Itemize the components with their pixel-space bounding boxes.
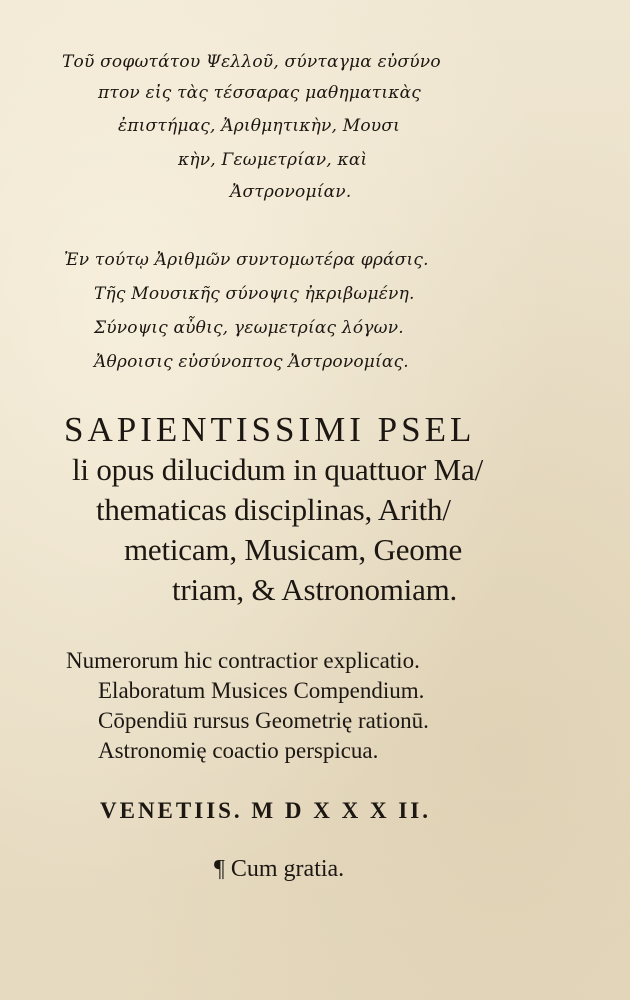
imprint: VENETIIS. M D X X X II. [100,798,431,823]
book-title: SAPIENTISSIMI PSEL [64,410,476,449]
description-line-2: thematicas disciplinas, Arith/ [96,492,451,527]
description-line-4: triam, & Astronomiam. [172,572,458,607]
greek-contents-line-4: Ἀθροισις εὐσύνοπτος Ἀστρονομίας. [94,352,409,372]
latin-contents-line-2: Elaboratum Musices Compendium. [98,678,425,703]
greek-header-line-1: Τοῦ σοφωτάτου Ψελλοῦ, σύνταγμα εὐσύνο [62,52,441,72]
description-line-3: meticam, Musicam, Geome [124,532,463,567]
greek-header-line-2: πτον εἰς τὰς τέσσαρας μαθηματικὰς [98,83,421,103]
greek-contents-line-3: Σύνοψις αὖθις, γεωμετρίας λόγων. [94,318,404,338]
greek-header-line-4: κὴν, Γεωμετρίαν, καὶ [178,150,368,170]
greek-header-line-3: ἐπιστήμας, Ἀριθμητικὴν, Μουσι [118,116,401,136]
greek-contents-line-1: Ἐν τούτῳ Ἀριθμῶν συντομωτέρα φράσις. [64,250,429,270]
greek-header-line-5: Ἀστρονομίαν. [230,182,352,202]
description-line-1: li opus dilucidum in quattuor Ma/ [72,452,484,487]
greek-contents-line-2: Τῆς Μουσικῆς σύνοψις ἠκριβωμένη. [94,284,415,304]
latin-contents-line-1: Numerorum hic contractior explicatio. [66,648,420,673]
latin-contents-line-4: Astronomię coactio perspicua. [98,738,379,763]
privilege-line: ¶ Cum gratia. [214,856,345,882]
latin-contents-line-3: Cōpendiū rursus Geometrię rationū. [98,708,429,733]
